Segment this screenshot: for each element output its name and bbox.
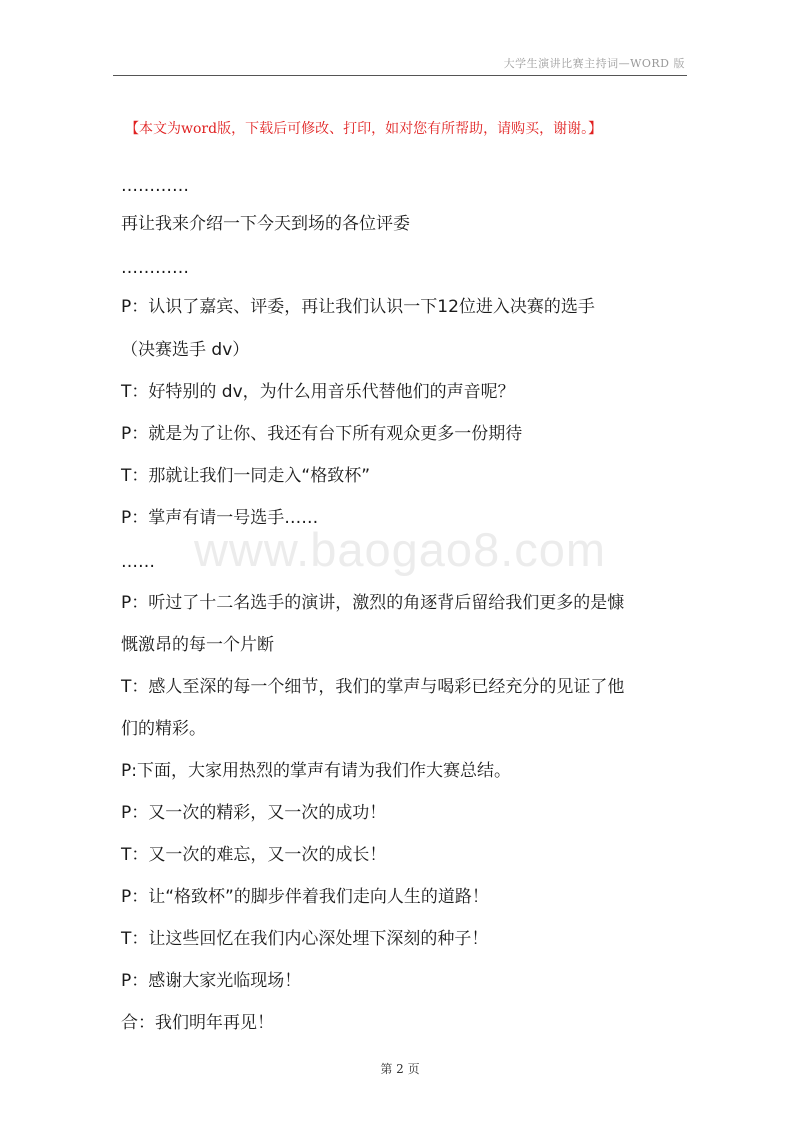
header-divider bbox=[113, 75, 687, 76]
watermark: www.baogao8.com bbox=[193, 523, 607, 576]
body-line: P：又一次的精彩，又一次的成功！ bbox=[121, 803, 387, 823]
page-number: 第 2 页 bbox=[380, 1062, 420, 1076]
body-line: T：让这些回忆在我们内心深处埋下深刻的种子！ bbox=[121, 929, 489, 949]
body-line: 们的精彩。 bbox=[121, 719, 206, 739]
body-line: P：感谢大家光临现场！ bbox=[121, 971, 302, 991]
body-line: P:下面，大家用热烈的掌声有请为我们作大赛总结。 bbox=[121, 761, 511, 781]
body-line: …… bbox=[121, 552, 155, 572]
body-line: P：认识了嘉宾、评委，再让我们认识一下12位进入决赛的选手 bbox=[121, 297, 595, 317]
body-line: P：让“格致杯”的脚步伴着我们走向人生的道路！ bbox=[121, 887, 489, 907]
body-line: 合：我们明年再见！ bbox=[121, 1013, 274, 1033]
body-line: ………… bbox=[121, 258, 189, 278]
body-line: T：又一次的难忘，又一次的成长！ bbox=[121, 845, 387, 865]
body-line: P：就是为了让你、我还有台下所有观众更多一份期待 bbox=[121, 424, 523, 444]
body-line: 再让我来介绍一下今天到场的各位评委 bbox=[121, 214, 410, 234]
body-line: P：掌声有请一号选手…… bbox=[121, 508, 319, 528]
body-line: T：好特别的 dv，为什么用音乐代替他们的声音呢？ bbox=[121, 382, 515, 402]
body-line: P：听过了十二名选手的演讲，激烈的角逐背后留给我们更多的是慷 bbox=[121, 593, 625, 613]
body-line: （决赛选手 dv） bbox=[121, 340, 250, 360]
page-header-title: 大学生演讲比赛主持词—WORD 版 bbox=[503, 57, 685, 70]
body-line: 慨激昂的每一个片断 bbox=[121, 635, 274, 655]
purchase-notice: 【本文为word版，下载后可修改、打印，如对您有所帮助，请购买，谢谢。】 bbox=[125, 121, 603, 137]
body-line: T：那就让我们一同走入“格致杯” bbox=[121, 466, 370, 486]
body-line: T：感人至深的每一个细节，我们的掌声与喝彩已经充分的见证了他 bbox=[121, 677, 625, 697]
body-line: ………… bbox=[121, 176, 189, 196]
